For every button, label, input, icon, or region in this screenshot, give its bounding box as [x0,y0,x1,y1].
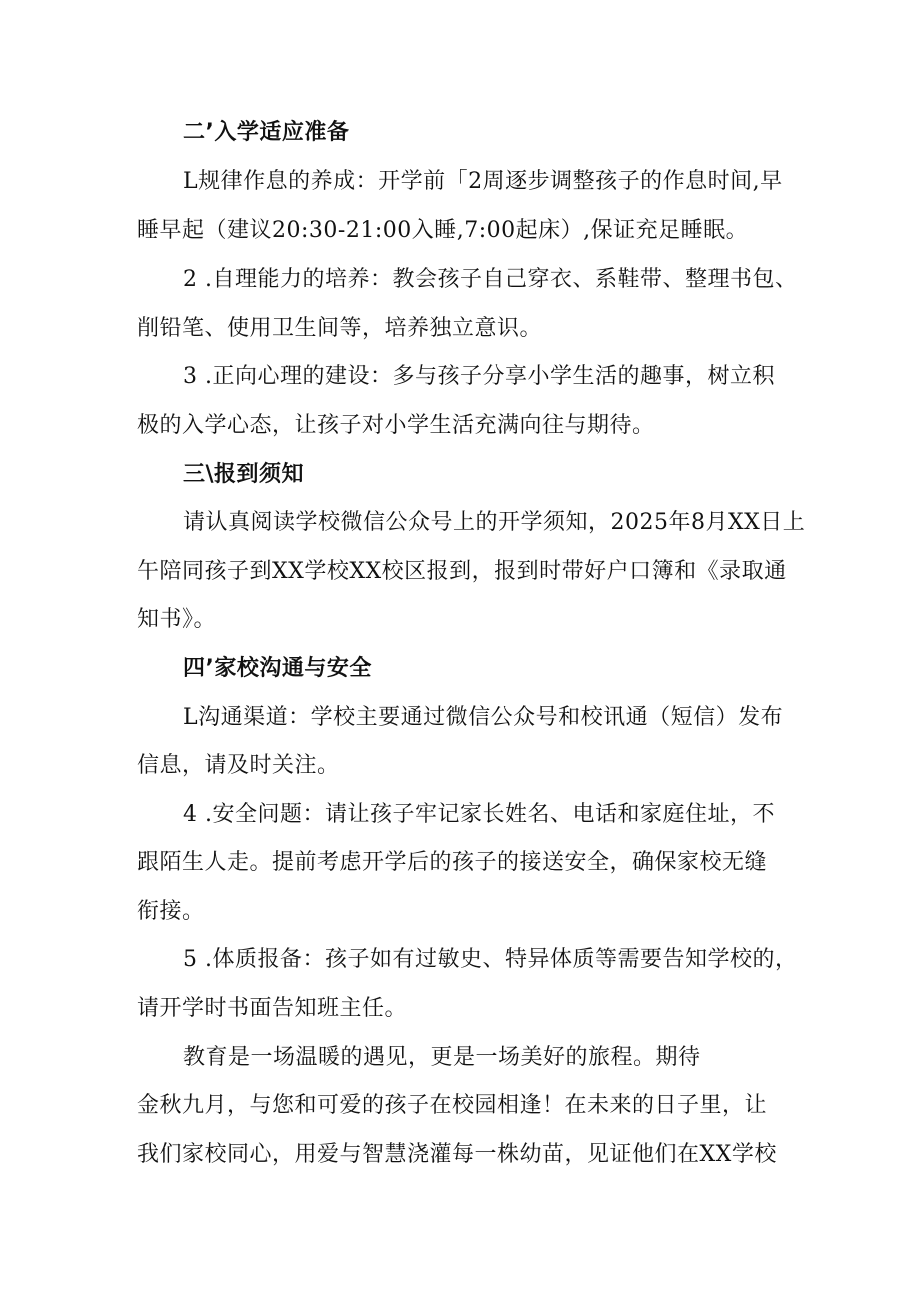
paragraph-line: 衔接。 [137,899,205,924]
paragraph-line: 削铅笔、使用卫生间等，培养独立意识。 [137,316,543,341]
paragraph-line: 极的入学心态，让孩子对小学生活充满向往与期待。 [137,413,655,438]
closing-line: 金秋九月，与您和可爱的孩子在校园相逢！在未来的日子里，让 [137,1093,768,1118]
paragraph-line: 请开学时书面告知班主任。 [137,996,408,1021]
paragraph-line: 睡早起（建议20:30-21:00入睡,7:00起床）,保证充足睡眠。 [137,218,749,243]
paragraph-line: 知书》。 [137,607,217,632]
section-heading-communication-safety: 四’家校沟通与安全 [183,656,372,681]
paragraph-line: 跟陌生人走。提前考虑开学后的孩子的接送安全，确保家校无缝 [137,850,768,875]
closing-line: 我们家校同心，用爱与智慧浇灌每一株幼苗，见证他们在XX学校 [137,1142,777,1167]
section-heading-enrollment-prep: 二’入学适应准备 [183,120,350,145]
closing-line: 教育是一场温暖的遇见，更是一场美好的旅程。期待 [183,1045,701,1070]
paragraph-line: L沟通渠道：学校主要通过微信公众号和校讯通（短信）发布 [183,705,784,730]
paragraph-line: 4 .安全问题：请让孩子牢记家长姓名、电话和家庭住址，不 [183,802,775,827]
paragraph-line: L规律作息的养成：开学前「2周逐步调整孩子的作息时间,早 [183,169,783,194]
paragraph-line: 3 .正向心理的建设：多与孩子分享小学生活的趣事，树立积 [183,364,775,389]
paragraph-line: 2 .自理能力的培养：教会孩子自己穿衣、系鞋带、整理书包、 [183,267,798,292]
paragraph-line: 5 .体质报备：孩子如有过敏史、特异体质等需要告知学校的， [183,947,798,972]
paragraph-line: 请认真阅读学校微信公众号上的开学须知，2025年8月XX日上 [183,510,806,535]
paragraph-line: 信息，请及时关注。 [137,753,340,778]
section-heading-registration: 三\报到须知 [183,462,305,487]
paragraph-line: 午陪同孩子到XX学校XX校区报到，报到时带好户口簿和《录取通 [137,559,787,584]
